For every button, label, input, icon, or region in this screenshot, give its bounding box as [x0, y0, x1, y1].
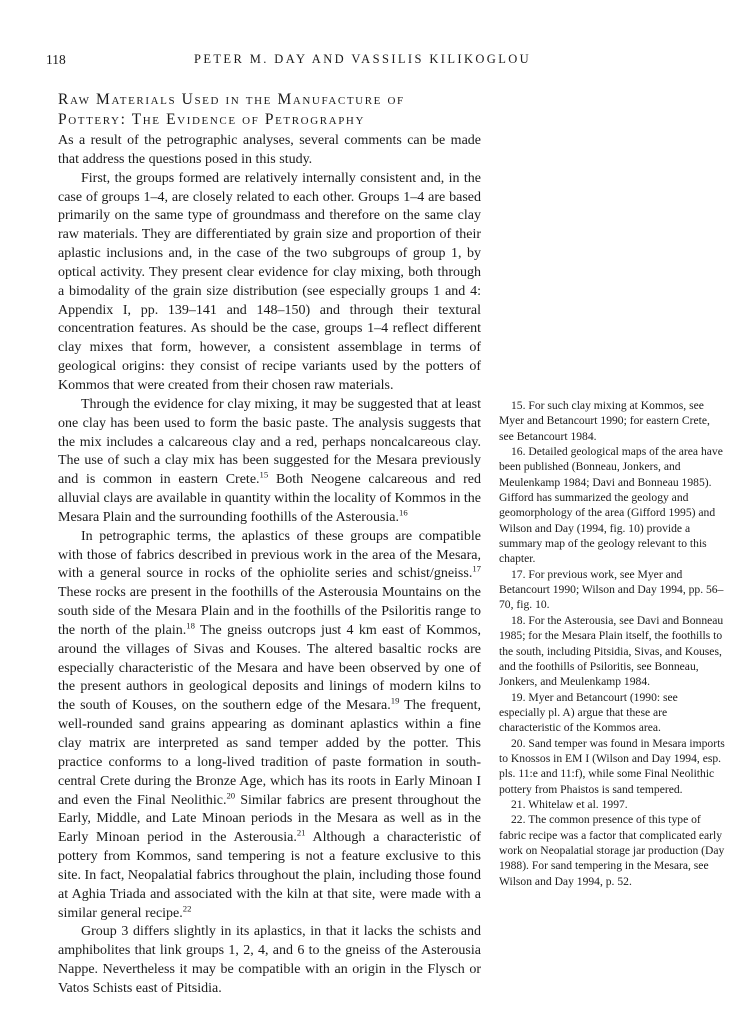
footnote-text: For previous work, see Myer and Betancourt 1990; Wilson and Day 1994, pp. 56–70, fig. 10. — [499, 567, 724, 612]
footnote-ref: 15 — [259, 469, 269, 480]
footnote-ref: 20 — [226, 789, 236, 800]
footnote — [499, 812, 725, 889]
footnote-ref: 19 — [390, 695, 400, 706]
body-paragraph — [58, 132, 481, 170]
footnote-number: 16. — [511, 445, 526, 459]
footnote-number: 20. — [511, 736, 526, 750]
paragraph-text: First, the groups formed are relatively internally consistent and, in the case of groups 1–4, are closely related to each other. Groups 1–4 are based primarily on the same type of groundmass and therefore on the same clay raw materials. They are differentiated by grain size and proportion of their aplastic inclusions and, in the case of the two subgroups of group 1, by optical activity. They present clear evidence for clay mixing, both through a bimodality of the grain size distribution (see especially groups 1 and 4: Appendix I, pp. 139–141 and 148–150) and through their textural concentration features. As should be the case, groups 1–4 reflect different clay mixes that form, however, a consistent assemblage in terms of geological origins: they consist of recipe variants used by the potters of Kommos that were created from their chosen raw materials. — [58, 170, 481, 393]
body-paragraph — [58, 396, 481, 528]
paragraph-text: Group 3 differs slightly in its aplastics, in that it lacks the schists and amphibolites that link groups 1, 2, 4, and 6 to the gneiss of the Asterousia Nappe. Nevertheless it may be compatible with an origin in the Flysch or Vatos Schists east of Pitsidia. — [58, 924, 481, 996]
section-title-line: Raw Materials Used in the Manufacture of — [58, 91, 405, 108]
footnote — [499, 398, 725, 444]
running-head: PETER M. DAY AND VASSILIS KILIKOGLOU — [194, 52, 532, 66]
footnote-number: 22. — [511, 813, 526, 827]
footnote-text: Whitelaw et al. 1997. — [528, 797, 628, 811]
footnote — [499, 690, 725, 736]
footnote-text: Myer and Betancourt (1990: see especially pl. A) argue that these are characteristic of the Kommos area. — [499, 690, 678, 735]
main-text — [58, 132, 481, 999]
footnote-text: Detailed geological maps of the area have been published (Bonneau, Jonkers, and Meulenkamp 1984; Davi and Bonneau 1985). Gifford has summarized the geology and geomorphology of the area (Gifford 1995) and Wilson and Day (1994, fig. 10) provide a summary map of the geology relevant to this chapter. — [499, 445, 723, 566]
footnotes — [499, 398, 725, 889]
footnote-number: 15. — [511, 399, 526, 412]
footnote-ref: 21 — [296, 827, 306, 838]
footnote-number: 19. — [511, 690, 526, 704]
paragraph-text: Similar fabrics are present throughout the Early, Middle, and Late Minoan periods in the Mesara as well as in the Early Minoan period in the Asterousia. — [58, 792, 481, 846]
paragraph-text: The gneiss outcrops just 4 km east of Kommos, around the villages of Sivas and Kouses. The altered basaltic rocks are especially characteristic of the Mesara and have been observed by one of the present authors in geological deposits and linings of modern kilns to the south of Kouses, on the southern edge of the Mesara. — [58, 622, 482, 714]
footnote-number: 21. — [511, 797, 526, 811]
paragraph-text: Both Neogene calcareous and red alluvial clays are available in quantity within the locality of Kommos in the Mesara Plain and the surrounding foothills of the Asterousia. — [58, 472, 482, 525]
footnote-text: For such clay mixing at Kommos, see Myer and Betancourt 1990; for eastern Crete, see Betancourt 1984. — [499, 399, 710, 443]
body-paragraph — [58, 528, 481, 924]
paragraph-text: Although a characteristic of pottery from Kommos, sand tempering is not a feature exclusive to this site. In fact, Neopalatial fabrics throughout the plain, including those found at Aghia Triada and associated with the kiln at that site, were made with a similar general recipe. — [58, 830, 482, 921]
paragraph-text: The frequent, well-rounded sand grains appearing as dominant aplastics within a fine clay matrix are interpreted as sand temper added by the potter. This practice conforms to a long-lived tradition of paste formation in south-central Crete during the Bronze Age, which has its roots in Early Minoan I and even the Final Neolithic. — [58, 698, 481, 808]
section-title — [58, 90, 488, 130]
page-number: 118 — [46, 52, 66, 67]
paragraph-text: In petrographic terms, the aplastics of these groups are compatible with those of fabrics described in previous work in the area of the Mesara, with a general source in rocks of the ophiolite series and schist/gneiss. — [58, 528, 481, 582]
footnote — [499, 613, 725, 690]
footnote-ref: 18 — [186, 620, 195, 631]
footnote-text: For the Asterousia, see Davi and Bonneau 1985; for the Mesara Plain itself, the foothills to the south, including Pitsidia, Sivas, and Kouses, and the foothills of Psiloritis, see Bonneau, Jonkers, and Meulenkamp 1984. — [499, 613, 724, 689]
footnote — [499, 797, 725, 812]
footnote-ref: 16 — [399, 507, 408, 518]
footnote-number: 17. — [511, 567, 526, 581]
paragraph-text: These rocks are present in the foothills of the Asterousia Mountains on the south side of the Mesara Plain and in the foothills of the Psiloritis range to the north of the plain. — [58, 585, 481, 638]
footnote-ref: 17 — [472, 563, 481, 574]
body-paragraph — [58, 170, 481, 396]
footnote — [499, 444, 725, 567]
footnote-text: Sand temper was found in Mesara imports to Knossos in EM I (Wilson and Day 1994, esp. pls. 11:e and 11:f), while some Final Neolithic pottery from Phaistos is sand tempered. — [499, 736, 725, 796]
footnote — [499, 736, 725, 797]
page-header — [46, 52, 706, 72]
footnote-ref: 22 — [182, 902, 192, 913]
paragraph-text: As a result of the petrographic analyses, several comments can be made that address the questions posed in this study. — [58, 133, 481, 167]
paragraph-text: Through the evidence for clay mixing, it may be suggested that at least one clay has been used to form the basic paste. The analysis suggests that the mix includes a calcareous clay and a red, perhaps noncalcareous clay. The use of such a clay mix has been suggested for the Mesara previously and is common in eastern Crete. — [58, 396, 481, 488]
footnote-number: 18. — [511, 613, 526, 627]
footnote — [499, 567, 725, 613]
section-title-line: Pottery: The Evidence of Petrography — [58, 111, 366, 128]
footnote-text: The common presence of this type of fabric recipe was a factor that complicated early work on Neopalatial storage jar production (Day 1988). For sand tempering in the Mesara, see Wilson and Day 1994, p. 52. — [499, 813, 725, 888]
body-paragraph — [58, 923, 481, 998]
